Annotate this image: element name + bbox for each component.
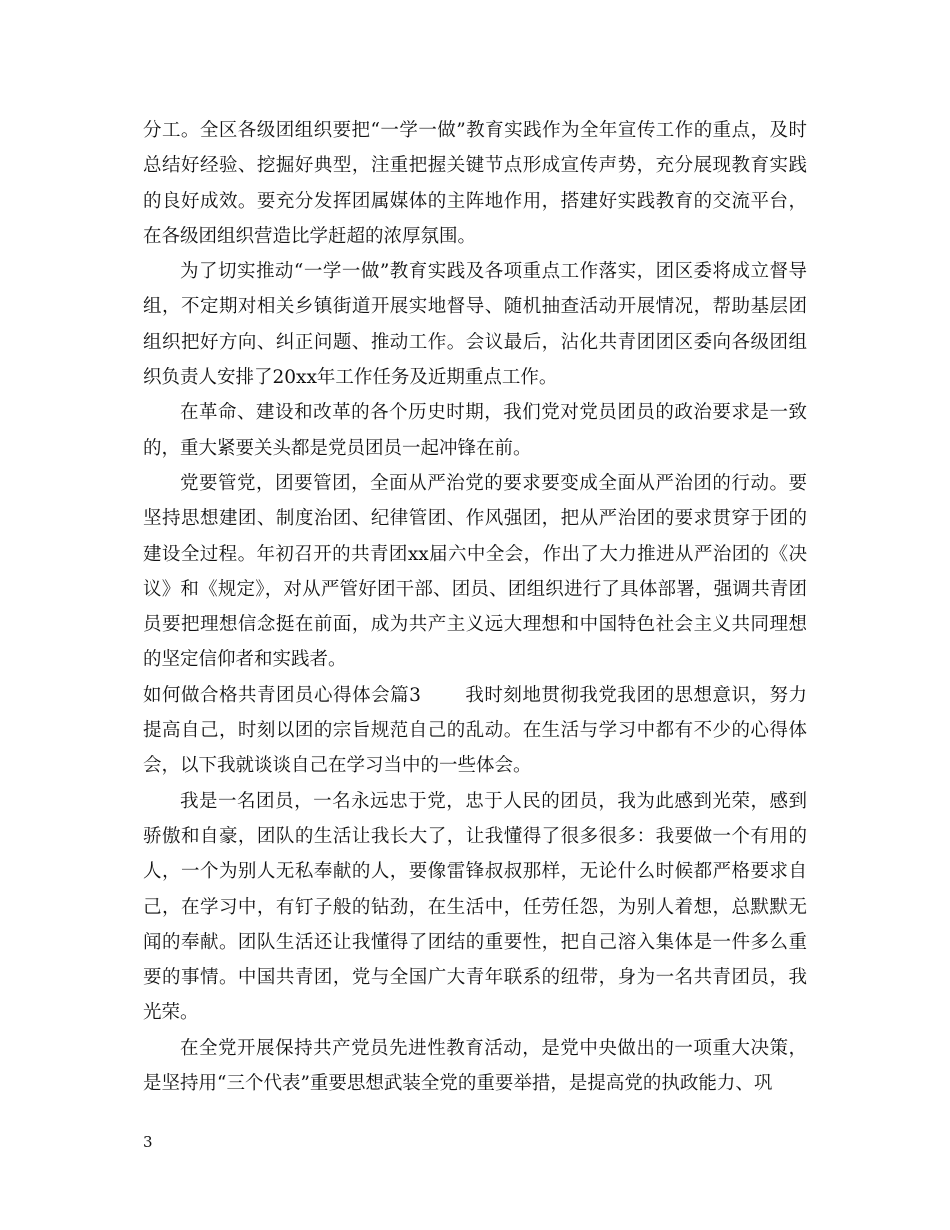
page-number: 3 xyxy=(143,1133,153,1151)
paragraph-text: 在革命、建设和改革的各个历史时期，我们党对党员团员的政治要求是一致的，重大紧要关头都是党员团员一起冲锋在前。 xyxy=(143,402,807,459)
paragraph-text: 在全党开展保持共产党员先进性教育活动，是党中央做出的一项重大决策，是坚持用“三个代表”重要思想武装全党的重要举措，是提高党的执政能力、巩 xyxy=(143,1037,807,1095)
paragraph-text: 我是一名团员，一名永远忠于党，忠于人民的团员，我为此感到光荣，感到骄傲和自豪，团队的生活让我长大了，让我懂得了很多很多：我要做一个有用的人，一个为别人无私奉献的人，要像雷锋叔叔那样，无论什么时候都严格要求自己，在学习中，有钉子般的钻劲，在生活中，任劳任怨，为别人着想，总默默无闻的奉献。团队生活还让我懂得了团结的重要性，把自己溶入集体是一件多么重要的事情。中国共青团，党与全国广大青年联系的纽带，身为一名共青团员，我光荣。 xyxy=(143,790,807,1024)
paragraph-2 xyxy=(143,254,807,395)
paragraph-7 xyxy=(143,1031,807,1102)
paragraph-1 xyxy=(143,113,807,254)
paragraph-text: 党要管党，团要管团，全面从严治党的要求要变成全面从严治团的行动。要坚持思想建团、制度治团、纪律管团、作风强团，把从严治团的要求贯穿于团的建设全过程。年初召开的共青团xx届六中全会，作出了大力推进从严治团的《决议》和《规定》，对从严管好团干部、团员、团组织进行了具体部署，强调共青团员要把理想信念挺在前面，成为共产主义远大理想和中国特色社会主义共同理想的坚定信仰者和实践者。 xyxy=(143,472,807,671)
paragraph-text: 我时刻地贯彻我党我团的思想意识，努力提高自己，时刻以团的宗旨规范自己的乱动。在生活与学习中都有不少的心得体会，以下我就谈谈自己在学习当中的一些体会。 xyxy=(143,684,807,777)
paragraph-5 xyxy=(143,678,807,784)
paragraph-6 xyxy=(143,784,807,1031)
document-body xyxy=(143,113,807,1101)
paragraph-3 xyxy=(143,395,807,466)
section-heading: 如何做合格共青团员心得体会篇3 xyxy=(143,684,421,706)
paragraph-4 xyxy=(143,466,807,678)
paragraph-text: 分工。全区各级团组织要把“一学一做”教育实践作为全年宣传工作的重点，及时总结好经验、挖掘好典型，注重把握关键节点形成宣传声势，充分展现教育实践的良好成效。要充分发挥团属媒体的主阵地作用，搭建好实践教育的交流平台，在各级团组织营造比学赶超的浓厚氛围。 xyxy=(143,120,807,247)
paragraph-text: 为了切实推动“一学一做”教育实践及各项重点工作落实，团区委将成立督导组，不定期对相关乡镇街道开展实地督导、随机抽查活动开展情况，帮助基层团组织把好方向、纠正问题、推动工作。会议最后，沾化共青团团区委向各级团组织负责人安排了20xx年工作任务及近期重点工作。 xyxy=(143,261,807,389)
